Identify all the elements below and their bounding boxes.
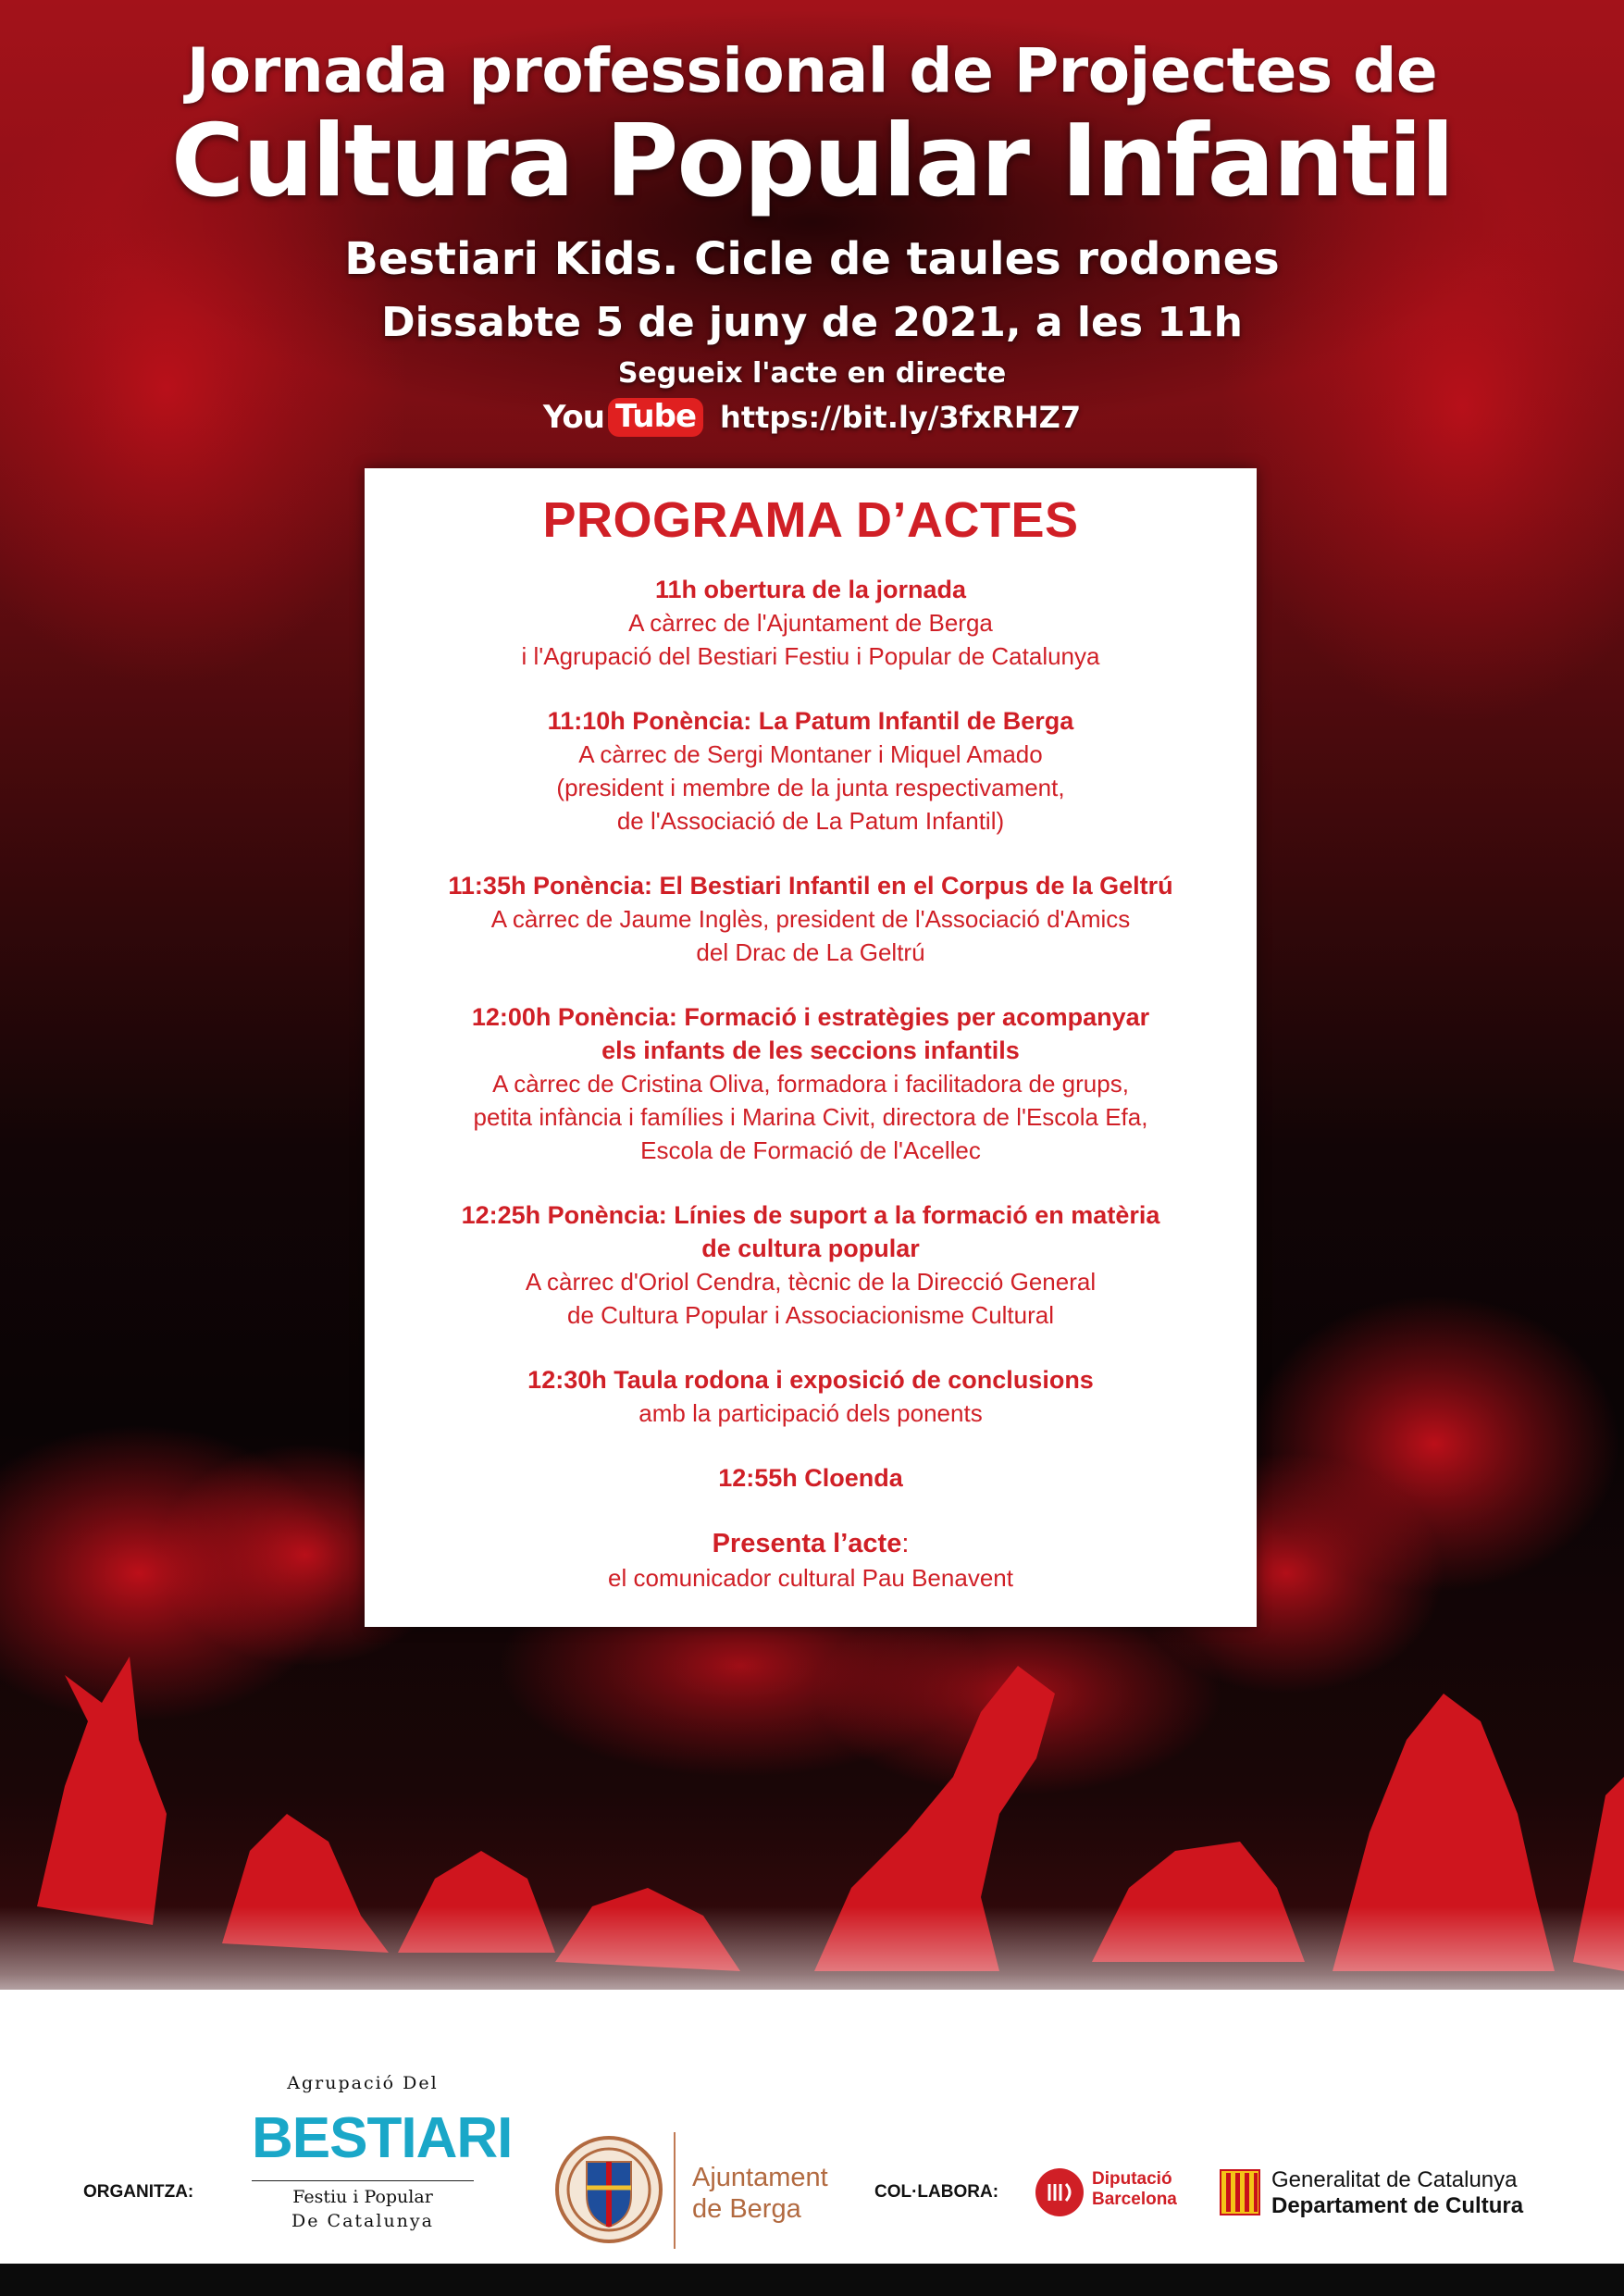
event-detail: Escola de Formació de l'Acellec xyxy=(640,1136,981,1164)
follow-live-text: Segueix l'acte en directe xyxy=(617,357,1007,390)
diputacio-line1: Diputació xyxy=(1092,2169,1172,2189)
event-heading: de cultura popular xyxy=(701,1235,920,1262)
event-heading: 11:35h Ponència: El Bestiari Infantil en el Corpus de la Geltrú xyxy=(448,872,1173,900)
bestiari-logo-line1: Festiu i Popular xyxy=(252,2180,474,2207)
event-detail: del Drac de La Geltrú xyxy=(696,938,925,966)
event-heading: 11h obertura de la jornada xyxy=(654,576,967,603)
presenter xyxy=(365,1526,1257,1595)
bestiari-logo-line2: De Catalunya xyxy=(291,2211,434,2231)
colabora-label: COL·LABORA: xyxy=(874,2182,999,2202)
generalitat-logo-icon xyxy=(1220,2169,1260,2215)
event-detail: A càrrec de Cristina Oliva, formadora i facilitadora de grups, xyxy=(492,1070,1129,1098)
youtube-logo-tube: Tube xyxy=(608,398,703,437)
program-event xyxy=(365,1000,1257,1167)
event-heading: els infants de les seccions infantils xyxy=(601,1036,1020,1064)
poster-subtitle: Bestiari Kids. Cicle de taules rodones xyxy=(344,233,1280,285)
program-panel xyxy=(365,468,1257,1627)
berga-divider xyxy=(674,2132,676,2249)
youtube-row xyxy=(0,398,1624,437)
event-detail: (president i membre de la junta respectivament, xyxy=(556,774,1065,801)
ajuntament-line1: Ajuntament xyxy=(692,2163,828,2192)
event-detail: de Cultura Popular i Associacionisme Cultural xyxy=(566,1301,1055,1329)
presenter-lead xyxy=(365,1526,1257,1561)
program-event xyxy=(365,704,1257,838)
event-heading: 12:25h Ponència: Línies de suport a la formació en matèria xyxy=(461,1201,1160,1229)
program-events xyxy=(365,573,1257,1595)
presenter-name: el comunicador cultural Pau Benavent xyxy=(608,1564,1013,1592)
generalitat-line1: Generalitat de Catalunya xyxy=(1271,2167,1518,2192)
stream-link[interactable]: https://bit.ly/3fxRHZ7 xyxy=(720,400,1082,435)
event-heading: 12:30h Taula rodona i exposició de conclusions xyxy=(527,1366,1094,1394)
program-event xyxy=(365,1461,1257,1495)
presenter-colon: : xyxy=(901,1529,910,1558)
program-title: PROGRAMA D’ACTES xyxy=(542,492,1079,548)
event-heading: 12:55h Cloenda xyxy=(718,1464,903,1492)
diputacio-logo-icon xyxy=(1035,2167,1085,2217)
program-event xyxy=(365,1363,1257,1430)
event-detail: A càrrec de Sergi Montaner i Miquel Amado xyxy=(578,740,1043,768)
bottom-bar xyxy=(0,2264,1624,2296)
program-event xyxy=(365,573,1257,673)
presenter-lead-text: Presenta l’acte xyxy=(712,1529,902,1558)
event-detail: A càrrec de l'Ajuntament de Berga xyxy=(628,609,993,637)
ajuntament-berga-name xyxy=(692,2162,828,2225)
youtube-logo-icon[interactable] xyxy=(543,398,703,437)
ajuntament-line2: de Berga xyxy=(692,2194,801,2224)
program-event xyxy=(365,869,1257,969)
event-detail: de l'Associació de La Patum Infantil) xyxy=(616,807,1005,835)
event-detail: A càrrec de Jaume Inglès, president de l'Associació d'Amics xyxy=(490,905,1131,933)
event-detail: petita infància i famílies i Marina Civit, directora de l'Escola Efa, xyxy=(473,1103,1148,1131)
program-event xyxy=(365,1198,1257,1332)
event-detail: i l'Agrupació del Bestiari Festiu i Popular de Catalunya xyxy=(521,642,1100,670)
bestiari-logo xyxy=(252,2069,513,2254)
generalitat-line2: Departament de Cultura xyxy=(1271,2193,1524,2218)
diputacio-name xyxy=(1092,2169,1177,2210)
generalitat-name xyxy=(1271,2167,1523,2219)
berga-crest-icon xyxy=(553,2134,664,2245)
poster-title-line2: Cultura Popular Infantil xyxy=(170,104,1454,219)
event-heading: 11:10h Ponència: La Patum Infantil de Berga xyxy=(547,707,1074,735)
event-date: Dissabte 5 de juny de 2021, a les 11h xyxy=(381,299,1243,346)
organitza-label: ORGANITZA: xyxy=(83,2182,194,2202)
event-heading: 12:00h Ponència: Formació i estratègies per acompanyar xyxy=(471,1003,1150,1031)
event-detail: A càrrec d'Oriol Cendra, tècnic de la Direcció General xyxy=(525,1268,1097,1296)
event-detail: amb la participació dels ponents xyxy=(638,1399,983,1427)
bestiari-logo-top: Agrupació Del xyxy=(287,2073,439,2093)
youtube-logo-you: You xyxy=(542,399,604,436)
sponsors-footer xyxy=(0,2069,1624,2264)
poster-title-line1: Jornada professional de Projectes de xyxy=(186,35,1438,106)
bestiari-logo-word: BESTIARI xyxy=(252,2106,513,2170)
diputacio-line2: Barcelona xyxy=(1092,2190,1177,2209)
